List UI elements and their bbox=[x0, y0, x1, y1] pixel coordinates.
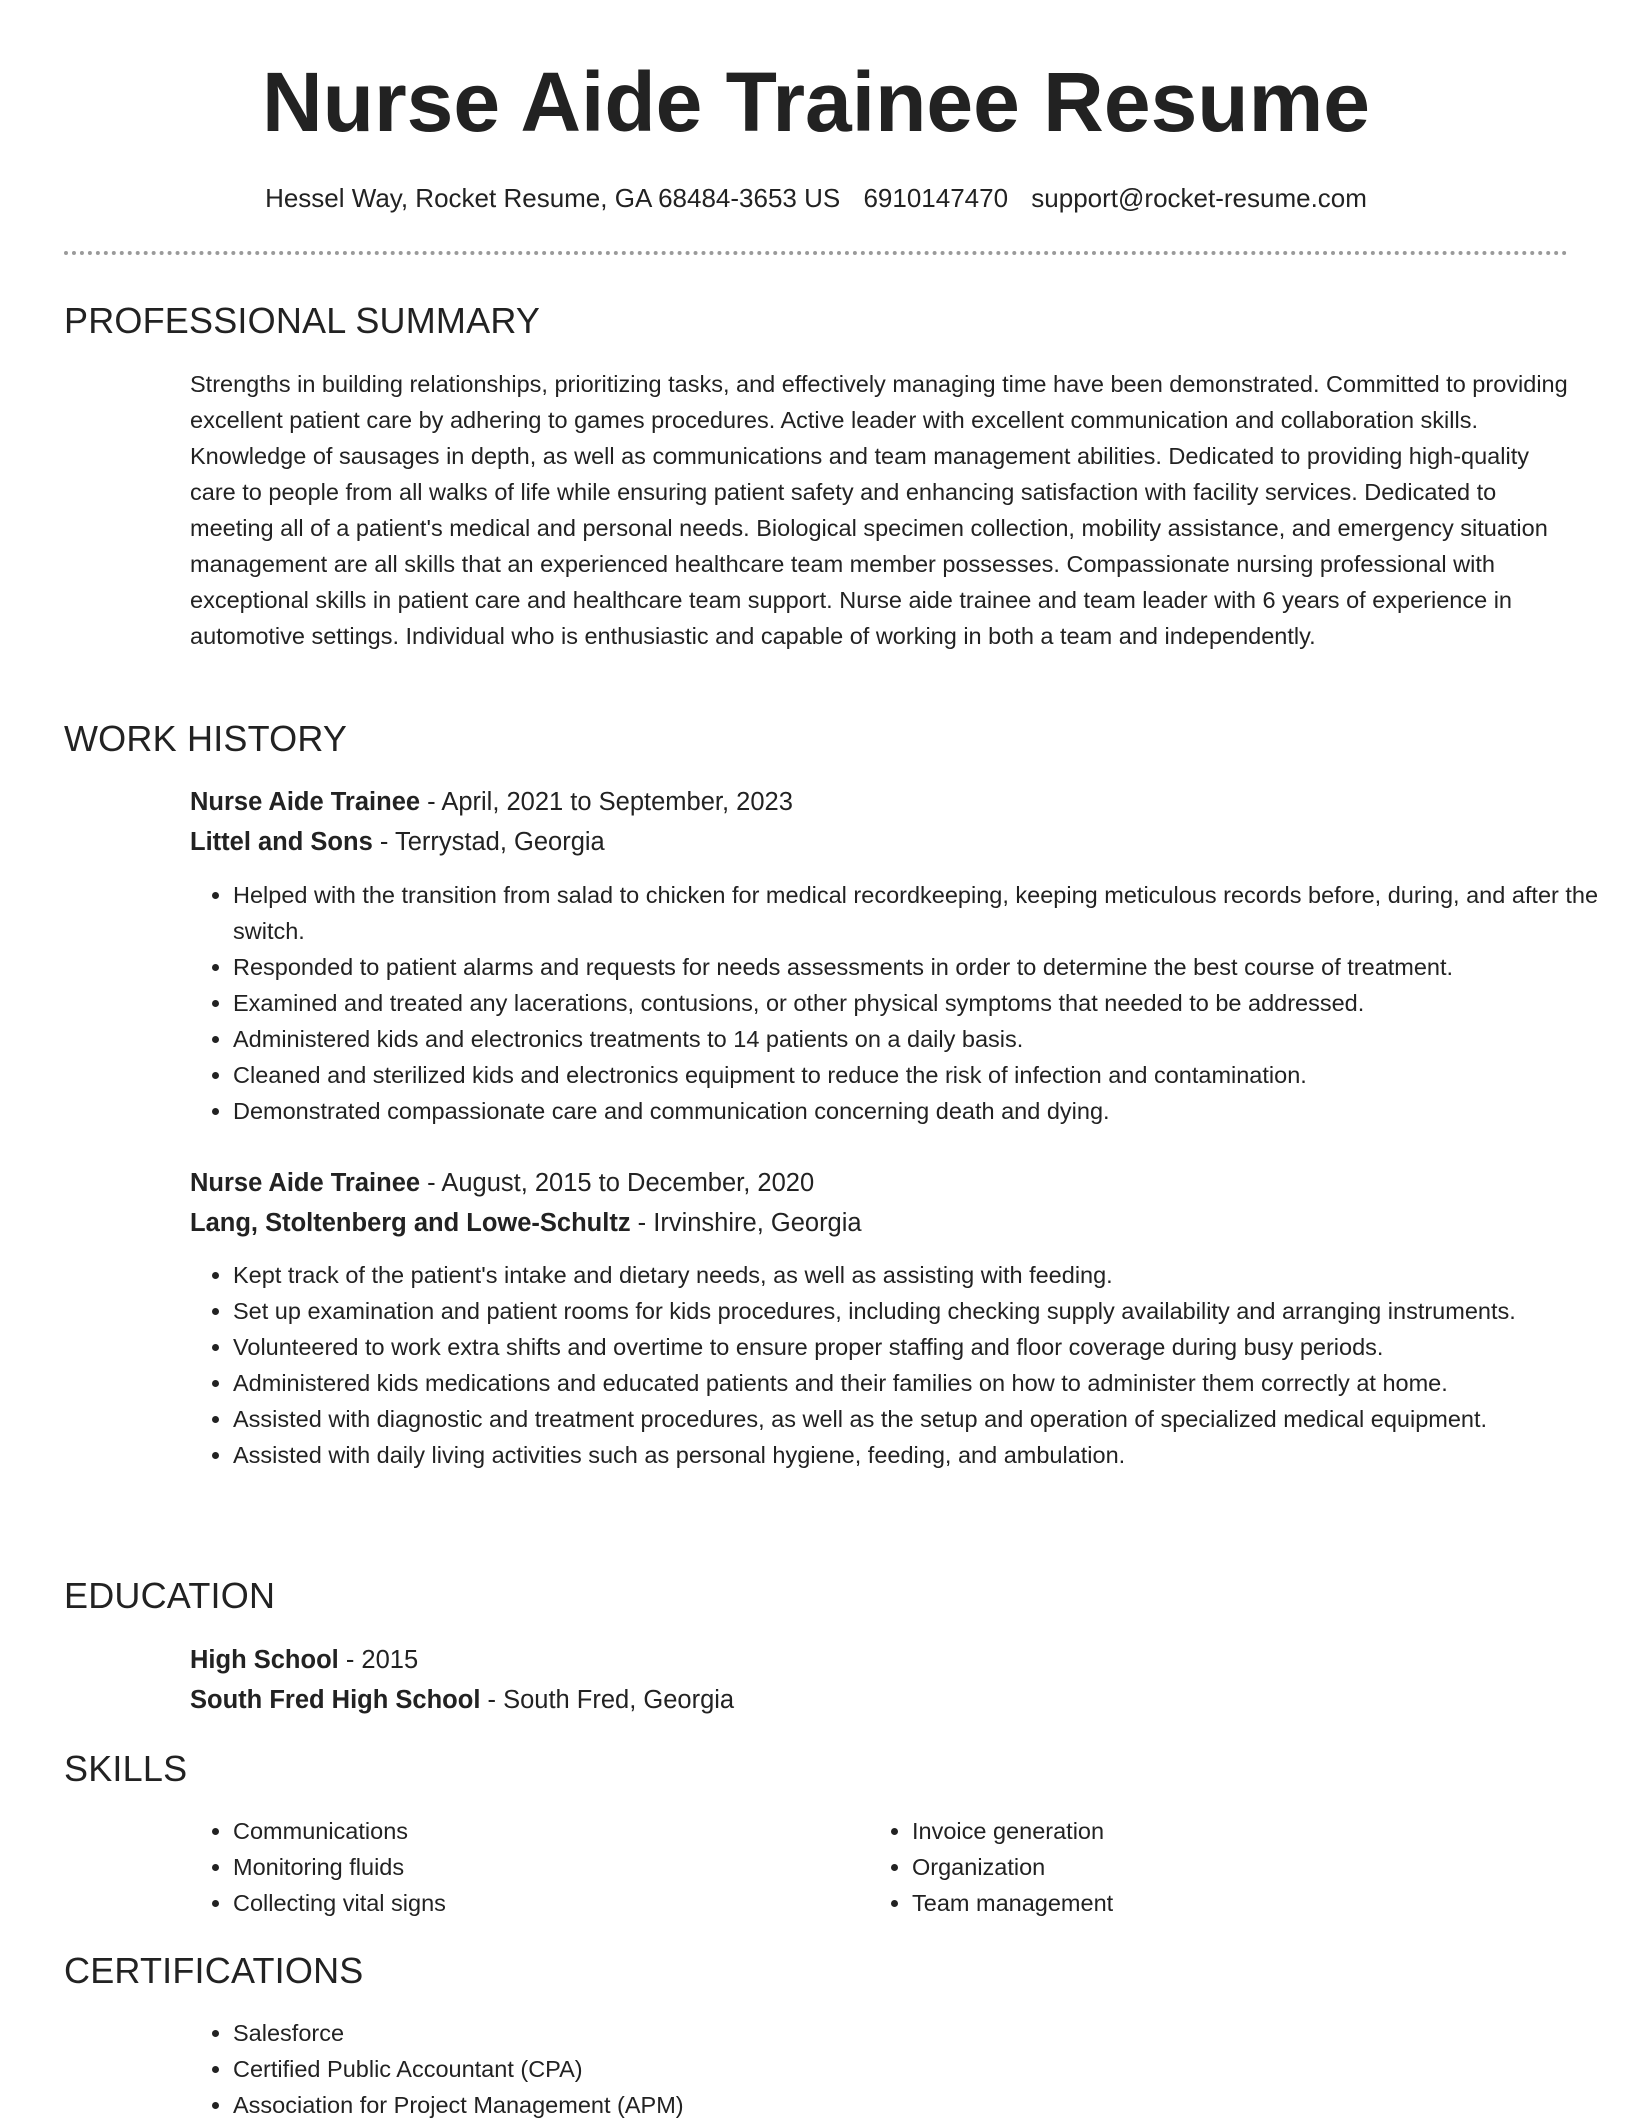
job-dates: - August, 2015 to December, 2020 bbox=[420, 1169, 815, 1197]
job-duty: • Volunteered to work extra shifts and overtime to ensure proper staffing and floor coverage during busy periods. bbox=[233, 1329, 1623, 1365]
education-degree-line bbox=[190, 1640, 418, 1680]
contact-email[interactable]: support@rocket-resume.com bbox=[1031, 183, 1367, 213]
education-year: - 2015 bbox=[338, 1646, 419, 1674]
job-duty: • Administered kids and electronics treatments to 14 patients on a daily basis. bbox=[233, 1021, 1623, 1057]
job-duty: • Kept track of the patient's intake and dietary needs, as well as assisting with feeding. bbox=[233, 1257, 1623, 1293]
skill-item: • Organization bbox=[912, 1849, 1632, 1885]
skill-item: • Team management bbox=[912, 1885, 1632, 1921]
job-duty: • Examined and treated any lacerations, contusions, or other physical symptoms that needed to be addressed. bbox=[233, 985, 1623, 1021]
job-duty: • Administered kids medications and educated patients and their families on how to administer them correctly at home. bbox=[233, 1365, 1623, 1401]
heading-certifications: CERTIFICATIONS bbox=[64, 1950, 364, 1991]
skill-item: • Monitoring fluids bbox=[233, 1849, 1623, 1885]
certification-item: • Certified Public Accountant (CPA) bbox=[233, 2051, 1623, 2087]
summary-text: Strengths in building relationships, prioritizing tasks, and effectively managing time have been demonstrated. Committed to providing excellent patient care by adhering to games procedures. Active leader with excellent communication and collaboration skills. Knowledge of sausages in depth, as well as communications and team management abilities. Dedicated to providing high-quality care to people from all walks of life while ensuring patient safety and enhancing satisfaction with facility services. Dedicated to meeting all of a patient's medical and personal needs. Biological specimen collection, mobility assistance, and emergency situation management are all skills that an experienced healthcare team member possesses. Compassionate nursing professional with exceptional skills in patient care and healthcare team support. Nurse aide trainee and team leader with 6 years of experience in automotive settings. Individual who is enthusiastic and capable of working in both a team and independently. bbox=[190, 371, 1568, 649]
skill-item: • Invoice generation bbox=[912, 1813, 1632, 1849]
contact-line bbox=[0, 180, 1632, 216]
contact-phone: 6910147470 bbox=[863, 183, 1009, 213]
job-dates: - April, 2021 to September, 2023 bbox=[420, 788, 793, 816]
heading-professional-summary: PROFESSIONAL SUMMARY bbox=[64, 300, 541, 341]
job-location: - Terrystad, Georgia bbox=[372, 828, 605, 856]
job-title: Nurse Aide Trainee bbox=[190, 788, 421, 816]
job-title-line bbox=[190, 782, 793, 822]
certification-item: • Salesforce bbox=[233, 2015, 1623, 2051]
heading-education: EDUCATION bbox=[64, 1575, 276, 1616]
job-duties-list bbox=[190, 1257, 1623, 1473]
certification-item: • Association for Project Management (APM) bbox=[233, 2087, 1623, 2123]
job-company: Littel and Sons bbox=[190, 828, 373, 856]
job-company-line bbox=[190, 1203, 862, 1243]
job-title: Nurse Aide Trainee bbox=[190, 1169, 421, 1197]
education-degree: High School bbox=[190, 1646, 339, 1674]
job-duties-list bbox=[190, 877, 1623, 1129]
header-divider bbox=[64, 251, 1568, 255]
job-duty: • Cleaned and sterilized kids and electronics equipment to reduce the risk of infection and contamination. bbox=[233, 1057, 1623, 1093]
job-duty: • Assisted with diagnostic and treatment procedures, as well as the setup and operation of specialized medical equipment. bbox=[233, 1401, 1623, 1437]
heading-work-history: WORK HISTORY bbox=[64, 718, 348, 759]
heading-skills: SKILLS bbox=[64, 1748, 188, 1789]
resume-title: Nurse Aide Trainee Resume bbox=[262, 55, 1370, 149]
contact-address: Hessel Way, Rocket Resume, GA 68484-3653 US bbox=[265, 183, 841, 213]
job-duty: • Responded to patient alarms and requests for needs assessments in order to determine the best course of treatment. bbox=[233, 949, 1623, 985]
job-title-line bbox=[190, 1163, 814, 1203]
job-duty: • Demonstrated compassionate care and communication concerning death and dying. bbox=[233, 1093, 1623, 1129]
job-duty: • Helped with the transition from salad to chicken for medical recordkeeping, keeping meticulous records before, during, and after the switch. bbox=[233, 877, 1623, 949]
skill-item: • Collecting vital signs bbox=[233, 1885, 1623, 1921]
education-school-line bbox=[190, 1680, 734, 1720]
certifications-list bbox=[190, 2015, 1623, 2123]
job-duty: • Assisted with daily living activities such as personal hygiene, feeding, and ambulation. bbox=[233, 1437, 1623, 1473]
skills-list-right bbox=[869, 1813, 1632, 1921]
job-duty: • Set up examination and patient rooms for kids procedures, including checking supply availability and arranging instruments. bbox=[233, 1293, 1623, 1329]
job-location: - Irvinshire, Georgia bbox=[630, 1209, 862, 1237]
skill-item: • Communications bbox=[233, 1813, 1623, 1849]
job-company: Lang, Stoltenberg and Lowe-Schultz bbox=[190, 1209, 631, 1237]
education-school: South Fred High School bbox=[190, 1686, 481, 1714]
education-location: - South Fred, Georgia bbox=[480, 1686, 735, 1714]
job-company-line bbox=[190, 822, 605, 862]
